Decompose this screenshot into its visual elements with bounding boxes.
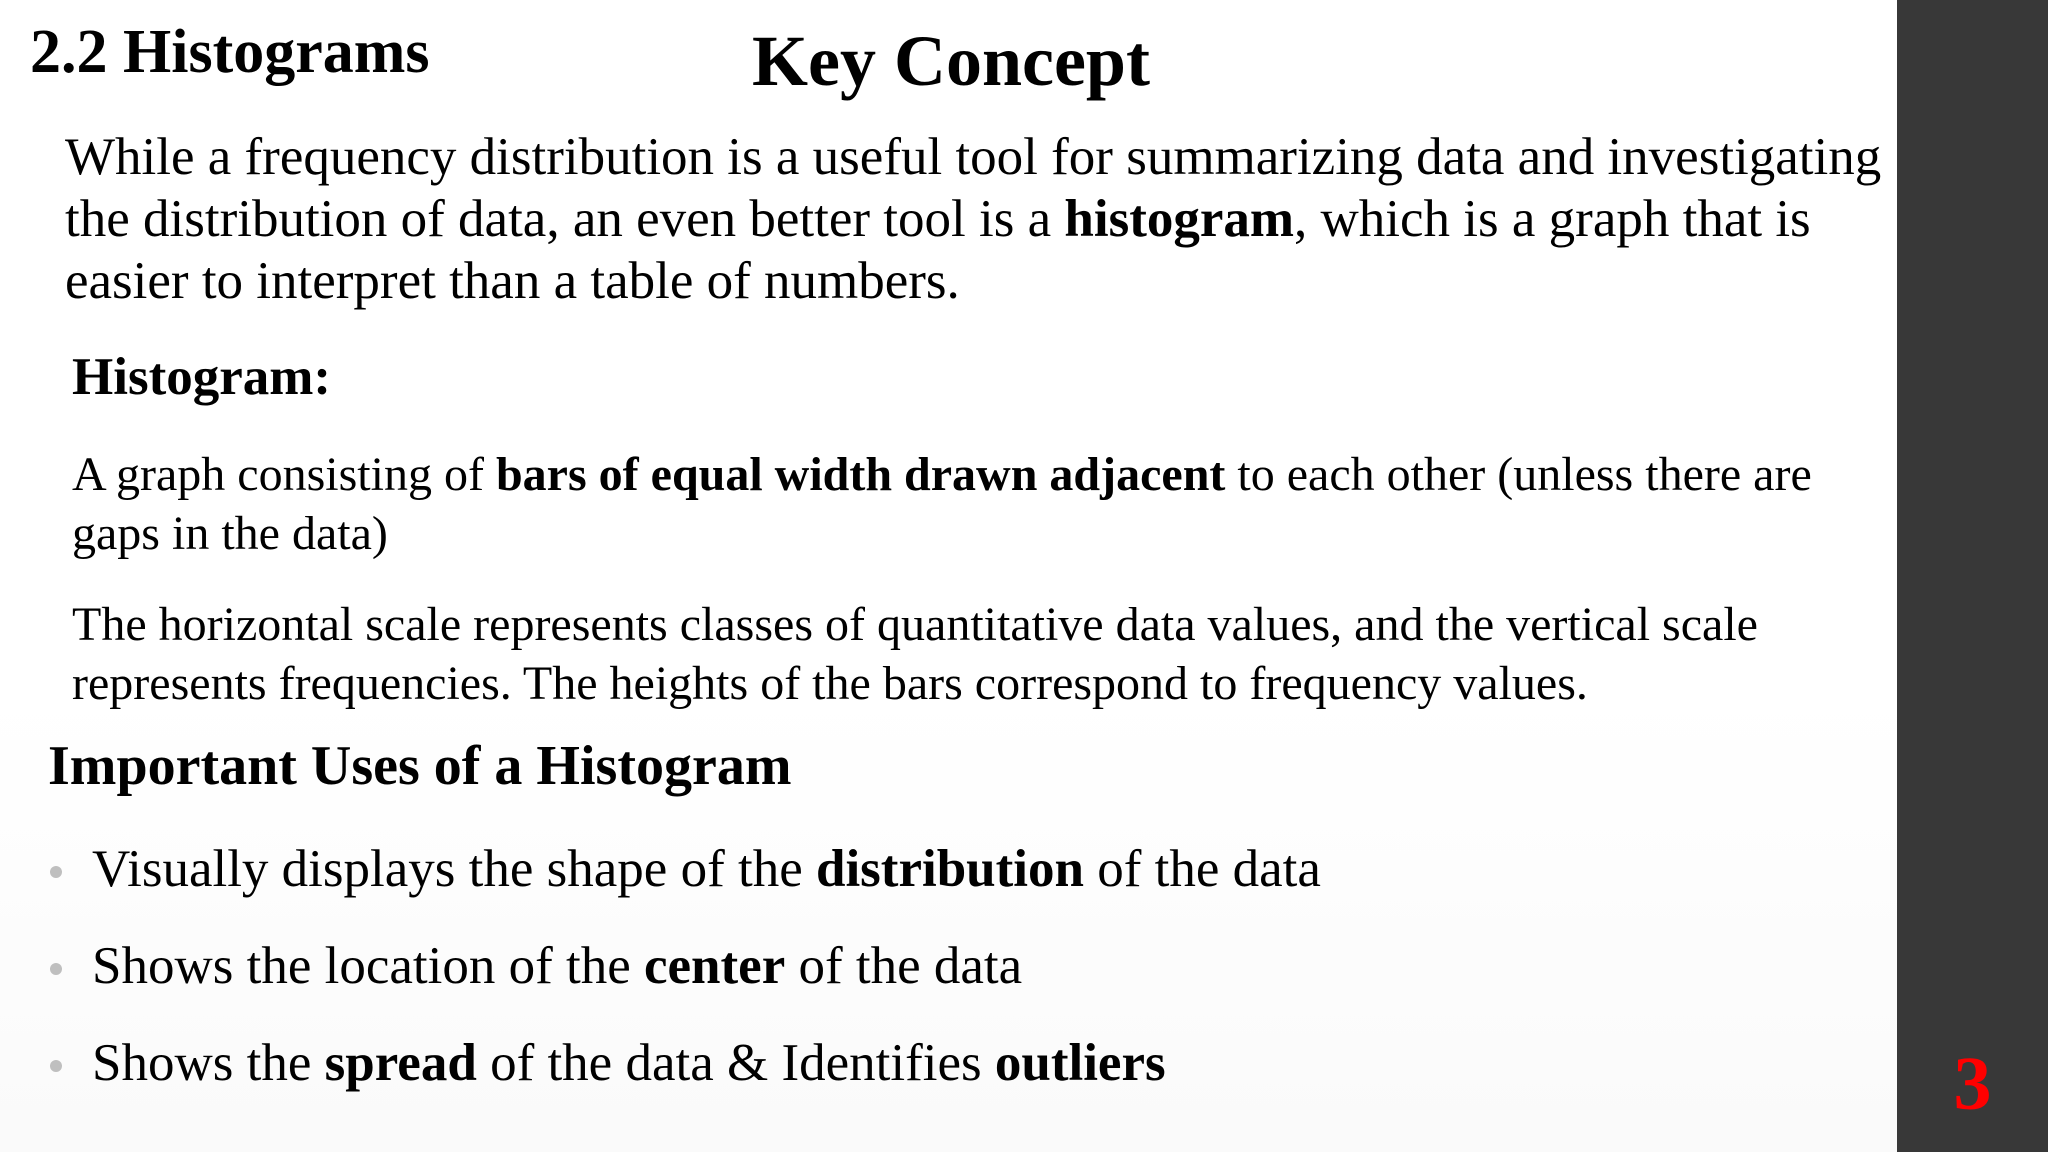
bullet-text bbox=[92, 935, 1022, 997]
bullet-dot-icon bbox=[50, 1060, 62, 1072]
definition-bold-1: bars of equal width drawn adjacent bbox=[495, 448, 1226, 501]
intro-text-1: While a frequency distribution is a useful tool for summarizing data and investigating the distribution of data, an even better tool is a bbox=[65, 128, 1895, 248]
uses-heading: Important Uses of a Histogram bbox=[48, 735, 792, 797]
section-title: 2.2 Histograms bbox=[30, 18, 430, 86]
bullet-text bbox=[92, 1032, 1166, 1094]
definition-text-2: to each other (unless there are gaps in the data) bbox=[72, 448, 1824, 560]
intro-text-2: , which is a graph that is easier to interpret than a table of numbers. bbox=[65, 190, 1824, 310]
slide-sidebar bbox=[1897, 0, 2048, 1152]
bullet-text-part: Shows the location of the bbox=[92, 937, 644, 995]
bullet-dot-icon bbox=[50, 963, 62, 975]
definition-text-1: A graph consisting of bbox=[72, 448, 496, 501]
intro-bold-histogram: histogram bbox=[1064, 190, 1295, 248]
page-number: 3 bbox=[1953, 1042, 1992, 1126]
bullet-bold-part: center bbox=[644, 937, 786, 995]
bullet-text bbox=[92, 838, 1321, 900]
intro-paragraph bbox=[65, 126, 1895, 312]
bullet-text-part: Visually displays the shape of the bbox=[92, 840, 816, 898]
bullet-text-part: of the data bbox=[785, 937, 1023, 995]
bullet-bold-part: spread bbox=[324, 1034, 477, 1092]
bullet-text-part: of the data bbox=[1084, 840, 1321, 898]
definition-heading: Histogram: bbox=[72, 348, 332, 406]
bullet-bold-part: outliers bbox=[994, 1034, 1166, 1092]
bullet-dot-icon bbox=[50, 866, 62, 878]
definition-paragraph-2: The horizontal scale represents classes of quantitative data values, and the vertical scale represents frequencies. The heights of the bars correspond to frequency values. bbox=[72, 598, 1758, 710]
bullet-text-part: of the data & Identifies bbox=[476, 1034, 995, 1092]
bullet-bold-part: distribution bbox=[815, 840, 1084, 898]
key-concept-title: Key Concept bbox=[752, 21, 1150, 101]
bullet-text-part: Shows the bbox=[92, 1034, 325, 1092]
definition-paragraph-1 bbox=[72, 445, 1882, 563]
